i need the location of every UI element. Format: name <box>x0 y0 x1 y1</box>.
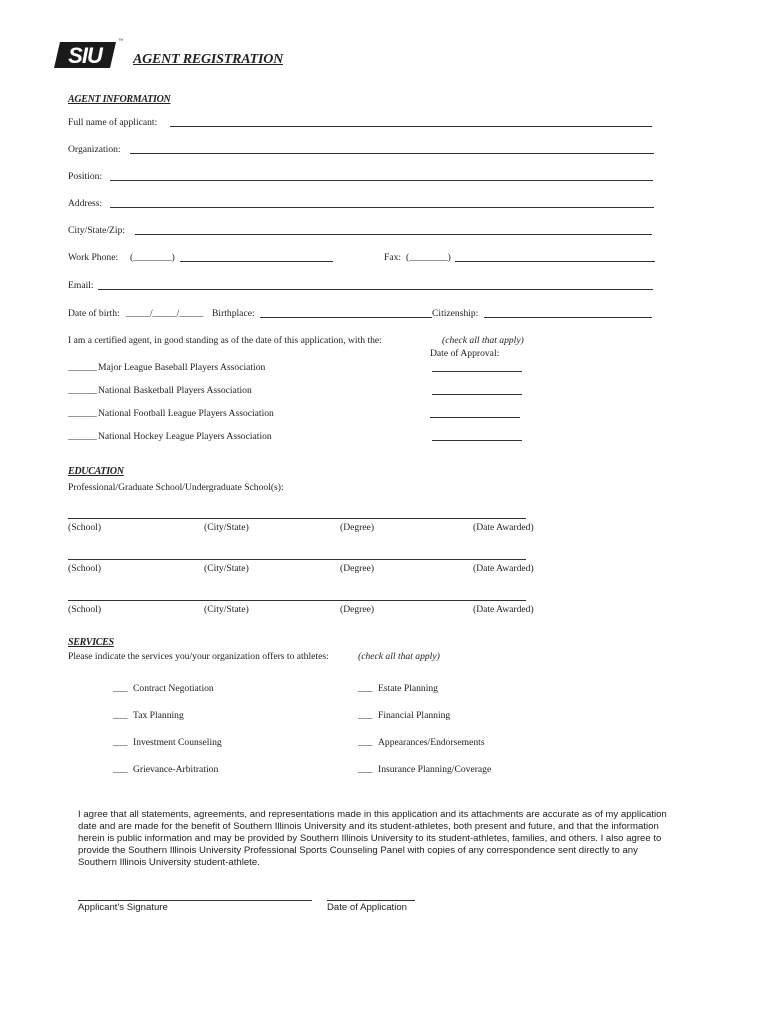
education-row-1-line[interactable] <box>68 518 526 519</box>
nflpa-checkbox[interactable]: ______ <box>68 408 97 419</box>
agreement-line-3: herein is public information and may be provided by Southern Illinois University to its student-athletes, families, and others. I also agree to <box>78 833 662 844</box>
school-label: (School) <box>68 563 102 574</box>
nflpa-label: National Football League Players Association <box>98 408 274 419</box>
application-date-label: Date of Application <box>327 902 408 913</box>
fax-area-code[interactable]: (________) <box>406 252 451 263</box>
city-state-label: (City/State) <box>204 563 249 574</box>
email-label: Email: <box>68 280 94 291</box>
city-state-zip-label: City/State/Zip: <box>68 225 126 236</box>
school-label: (School) <box>68 522 102 533</box>
certification-check-note: (check all that apply) <box>442 335 524 346</box>
degree-label: (Degree) <box>340 604 375 615</box>
address-label: Address: <box>68 198 103 209</box>
nflpa-approval-date[interactable] <box>430 417 520 418</box>
mlbpa-checkbox[interactable]: ______ <box>68 362 97 373</box>
city-state-label: (City/State) <box>204 604 249 615</box>
fax-field[interactable] <box>455 261 655 262</box>
birthplace-field[interactable] <box>260 317 432 318</box>
date-awarded-label: (Date Awarded) <box>473 604 534 615</box>
degree-label: (Degree) <box>340 563 375 574</box>
citizenship-field[interactable] <box>484 317 652 318</box>
education-heading: EDUCATION <box>68 466 124 477</box>
contract-negotiation-checkbox[interactable]: ___ <box>113 683 128 694</box>
nbpa-label: National Basketball Players Association <box>98 385 252 396</box>
investment-counseling-label: Investment Counseling <box>133 737 222 748</box>
full-name-field[interactable] <box>170 126 652 127</box>
date-awarded-label: (Date Awarded) <box>473 522 534 533</box>
dob-field[interactable]: _____/_____/_____ <box>126 308 204 319</box>
logo-text: SIU <box>68 43 102 68</box>
page-title: AGENT REGISTRATION <box>133 52 284 67</box>
appearances-endorsements-label: Appearances/Endorsements <box>378 737 485 748</box>
insurance-planning-label: Insurance Planning/Coverage <box>378 764 492 775</box>
education-row-2-line[interactable] <box>68 559 526 560</box>
nbpa-approval-date[interactable] <box>432 394 522 395</box>
trademark-mark: ™ <box>118 39 123 44</box>
certification-statement: I am a certified agent, in good standing as of the date of this application, with the: <box>68 335 382 346</box>
school-label: (School) <box>68 604 102 615</box>
nhlpa-approval-date[interactable] <box>432 440 522 441</box>
signature-label: Applicant's Signature <box>78 902 168 913</box>
date-awarded-label: (Date Awarded) <box>473 563 534 574</box>
dob-label: Date of birth: <box>68 308 120 319</box>
grievance-arbitration-label: Grievance-Arbitration <box>133 764 219 775</box>
agreement-line-4: provide the Southern Illinois University Professional Sports Counseling Panel with copies of any correspondence sent directly to any <box>78 845 638 856</box>
grievance-arbitration-checkbox[interactable]: ___ <box>113 764 128 775</box>
date-of-approval-label: Date of Approval: <box>430 348 500 359</box>
tax-planning-label: Tax Planning <box>133 710 184 721</box>
agent-info-heading: AGENT INFORMATION <box>68 94 171 105</box>
mlbpa-approval-date[interactable] <box>432 371 522 372</box>
estate-planning-checkbox[interactable]: ___ <box>358 683 373 694</box>
work-phone-field[interactable] <box>180 261 333 262</box>
estate-planning-label: Estate Planning <box>378 683 438 694</box>
education-subtitle: Professional/Graduate School/Undergraduate School(s): <box>68 482 284 493</box>
address-field[interactable] <box>110 207 654 208</box>
agreement-line-5: Southern Illinois University student-athlete. <box>78 857 260 868</box>
investment-counseling-checkbox[interactable]: ___ <box>113 737 128 748</box>
appearances-endorsements-checkbox[interactable]: ___ <box>358 737 373 748</box>
education-row-3-line[interactable] <box>68 600 526 601</box>
nhlpa-checkbox[interactable]: ______ <box>68 431 97 442</box>
degree-label: (Degree) <box>340 522 375 533</box>
agreement-line-1: I agree that all statements, agreements, and representations made in this application and its attachments are accurate as of my application <box>78 809 667 820</box>
city-state-zip-field[interactable] <box>135 234 652 235</box>
full-name-label: Full name of applicant: <box>68 117 158 128</box>
nbpa-checkbox[interactable]: ______ <box>68 385 97 396</box>
financial-planning-label: Financial Planning <box>378 710 451 721</box>
nhlpa-label: National Hockey League Players Association <box>98 431 272 442</box>
birthplace-label: Birthplace: <box>212 308 255 319</box>
work-phone-area-code[interactable]: (________) <box>130 252 175 263</box>
application-date-field[interactable] <box>327 900 415 901</box>
agreement-line-2: date and are made for the benefit of Southern Illinois University and its student-athletes, both present and future, and that the information <box>78 821 659 832</box>
financial-planning-checkbox[interactable]: ___ <box>358 710 373 721</box>
position-label: Position: <box>68 171 103 182</box>
citizenship-label: Citizenship: <box>432 308 479 319</box>
mlbpa-label: Major League Baseball Players Association <box>98 362 266 373</box>
siu-logo <box>54 40 118 70</box>
work-phone-label: Work Phone: <box>68 252 119 263</box>
organization-label: Organization: <box>68 144 121 155</box>
insurance-planning-checkbox[interactable]: ___ <box>358 764 373 775</box>
signature-field[interactable] <box>78 900 312 901</box>
tax-planning-checkbox[interactable]: ___ <box>113 710 128 721</box>
services-check-note: (check all that apply) <box>358 651 440 662</box>
services-prompt: Please indicate the services you/your organization offers to athletes: <box>68 651 329 662</box>
contract-negotiation-label: Contract Negotiation <box>133 683 214 694</box>
position-field[interactable] <box>110 180 653 181</box>
fax-label: Fax: <box>384 252 402 263</box>
organization-field[interactable] <box>130 153 654 154</box>
city-state-label: (City/State) <box>204 522 249 533</box>
email-field[interactable] <box>98 289 653 290</box>
services-heading: SERVICES <box>68 637 114 648</box>
